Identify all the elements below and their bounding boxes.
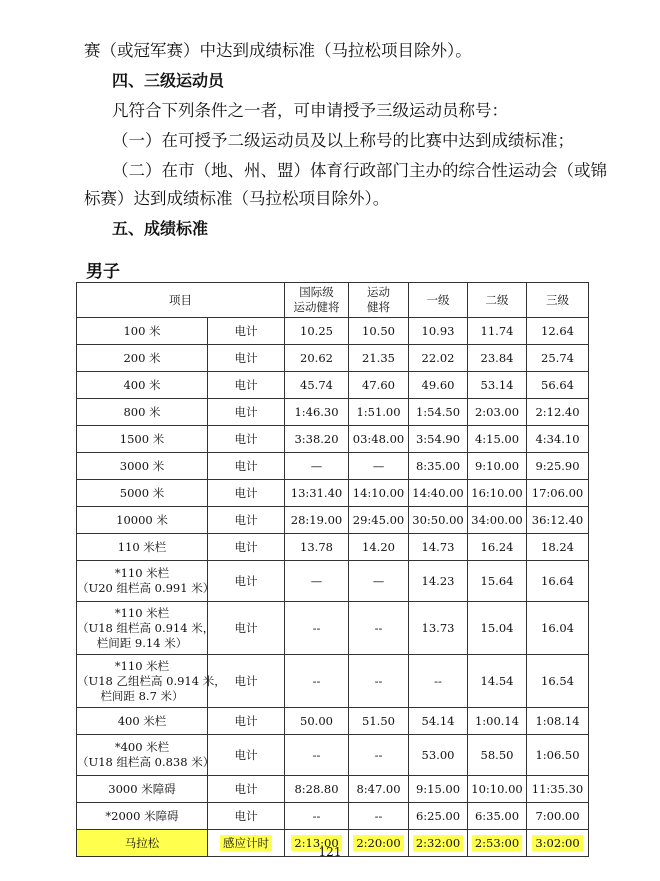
- event-cell: [77, 426, 208, 453]
- master-cell: 29:45.00: [349, 507, 409, 534]
- event-line: （U18 乙组栏高 0.914 米，: [77, 673, 226, 688]
- event-line: 栏间距 8.7 米）: [100, 688, 184, 703]
- highlighted-value: 2:53:00: [472, 835, 522, 851]
- table-row: [77, 318, 589, 345]
- third-cell: 4:34.10: [527, 426, 589, 453]
- master-cell: 1:51.00: [349, 399, 409, 426]
- header-event: 项目: [77, 283, 285, 318]
- event-cell: [77, 318, 208, 345]
- event-line: *110 米栏: [114, 658, 170, 673]
- second-cell: 9:10.00: [468, 453, 527, 480]
- first-cell: 6:25.00: [409, 803, 468, 830]
- timing-cell: 电计: [208, 507, 285, 534]
- event-line: *400 米栏: [114, 740, 170, 754]
- highlighted-value: 2:32:00: [413, 835, 463, 851]
- table-row: [77, 345, 589, 372]
- timing-cell: 电计: [208, 399, 285, 426]
- table-row: [77, 426, 589, 453]
- highlighted-value: 3:02:00: [532, 835, 582, 851]
- intl-cell: --: [285, 602, 349, 655]
- event-cell: [77, 399, 208, 426]
- intl-cell: --: [285, 735, 349, 776]
- master-cell: —: [349, 453, 409, 480]
- paragraph-criteria-2-line2: 标赛）达到成绩标准（马拉松项目除外）。: [84, 189, 390, 208]
- first-cell: 30:50.00: [409, 507, 468, 534]
- table-row: [77, 602, 589, 655]
- timing-cell: 电计: [208, 453, 285, 480]
- first-cell: 9:15.00: [409, 776, 468, 803]
- intl-cell: 1:46.30: [285, 399, 349, 426]
- second-cell: 11.74: [468, 318, 527, 345]
- highlighted-value: 感应计时: [220, 835, 272, 851]
- third-cell: 9:25.90: [527, 453, 589, 480]
- event-line: 5000 米: [119, 485, 165, 500]
- event-line: （U18 组栏高 0.838 米）: [77, 755, 215, 769]
- master-cell: 14:10.00: [349, 480, 409, 507]
- header-third-class: 三级: [527, 283, 589, 318]
- standards-table: [76, 282, 589, 857]
- master-cell: 47.60: [349, 372, 409, 399]
- event-cell: [77, 655, 226, 708]
- header-master: 运动 健将: [349, 283, 409, 318]
- third-cell: 16.04: [527, 602, 589, 655]
- first-cell: 14.23: [409, 561, 468, 602]
- intl-cell: —: [285, 561, 349, 602]
- highlighted-value: 2:13:00: [291, 835, 341, 851]
- header-international-master: 国际级 运动健将: [285, 283, 349, 318]
- timing-cell: 电计: [208, 776, 285, 803]
- event-line: *110 米栏: [114, 566, 170, 580]
- first-cell: 14:40.00: [409, 480, 468, 507]
- timing-cell: 电计: [208, 426, 285, 453]
- event-cell: [77, 507, 208, 534]
- event-line: 800 米: [123, 404, 161, 419]
- second-cell: 4:15.00: [468, 426, 527, 453]
- paragraph-criteria-2-line1: （二）在市（地、州、盟）体育行政部门主办的综合性运动会（或锦: [112, 161, 607, 180]
- table-title-men: 男子: [86, 262, 120, 282]
- first-cell: 8:35.00: [409, 453, 468, 480]
- second-cell: 34:00.00: [468, 507, 527, 534]
- event-cell: [77, 534, 208, 561]
- master-cell: 14.20: [349, 534, 409, 561]
- table-row: [77, 803, 589, 830]
- master-cell: 03:48.00: [349, 426, 409, 453]
- first-cell: 1:54.50: [409, 399, 468, 426]
- second-cell: 16:10.00: [468, 480, 527, 507]
- event-line: *2000 米障碍: [105, 808, 179, 823]
- header-first-class: 一级: [409, 283, 468, 318]
- event-line: 10000 米: [116, 512, 168, 527]
- table-row: [77, 561, 589, 602]
- intl-cell: 8:28.80: [285, 776, 349, 803]
- event-line: 3000 米: [119, 458, 165, 473]
- timing-cell: 电计: [208, 534, 285, 561]
- first-cell: 22.02: [409, 345, 468, 372]
- event-cell: [77, 735, 215, 776]
- intl-cell: --: [285, 803, 349, 830]
- master-cell: 51.50: [349, 708, 409, 735]
- event-cell: [77, 345, 208, 372]
- timing-cell: 电计: [208, 602, 285, 655]
- intl-cell: 13:31.40: [285, 480, 349, 507]
- third-cell: 18.24: [527, 534, 589, 561]
- event-line: （U18 组栏高 0.914 米，: [77, 620, 215, 635]
- first-cell: 49.60: [409, 372, 468, 399]
- third-cell: 25.74: [527, 345, 589, 372]
- event-cell: [77, 776, 208, 803]
- event-line: 200 米: [123, 350, 161, 365]
- timing-cell: 电计: [208, 345, 285, 372]
- intl-cell: 45.74: [285, 372, 349, 399]
- second-cell: 10:10.00: [468, 776, 527, 803]
- intl-cell: 13.78: [285, 534, 349, 561]
- table-row: [77, 735, 589, 776]
- event-cell: [77, 480, 208, 507]
- table-row: [77, 453, 589, 480]
- event-line: 110 米栏: [117, 539, 167, 554]
- table-row: [77, 399, 589, 426]
- table-header-row: [77, 283, 589, 318]
- master-cell: 10.50: [349, 318, 409, 345]
- intl-cell: —: [285, 453, 349, 480]
- event-cell: [77, 803, 208, 830]
- timing-cell: 电计: [208, 708, 285, 735]
- first-cell: --: [409, 655, 468, 708]
- table-row: [77, 708, 589, 735]
- third-cell: 7:00.00: [527, 803, 589, 830]
- intl-cell: 28:19.00: [285, 507, 349, 534]
- third-cell: 36:12.40: [527, 507, 589, 534]
- second-cell: 53.14: [468, 372, 527, 399]
- master-cell: 8:47.00: [349, 776, 409, 803]
- first-cell: 10.93: [409, 318, 468, 345]
- master-cell: --: [349, 602, 409, 655]
- first-cell: 14.73: [409, 534, 468, 561]
- event-line: 400 米: [123, 377, 161, 392]
- second-cell: 14.54: [468, 655, 527, 708]
- timing-cell: 电计: [208, 372, 285, 399]
- header-second-class: 二级: [468, 283, 527, 318]
- timing-cell: 电计: [208, 655, 285, 708]
- third-cell: 16.54: [527, 655, 589, 708]
- second-cell: 23.84: [468, 345, 527, 372]
- third-cell: 17:06.00: [527, 480, 589, 507]
- timing-cell: 电计: [208, 318, 285, 345]
- first-cell: 3:54.90: [409, 426, 468, 453]
- section-heading-level3: 四、三级运动员: [112, 71, 225, 90]
- table-row: [77, 372, 589, 399]
- timing-cell: 电计: [208, 803, 285, 830]
- first-cell: 53.00: [409, 735, 468, 776]
- intl-cell: 50.00: [285, 708, 349, 735]
- second-cell: 2:03.00: [468, 399, 527, 426]
- first-cell: 54.14: [409, 708, 468, 735]
- third-cell: 16.64: [527, 561, 589, 602]
- event-line: *110 米栏: [114, 605, 170, 620]
- intl-cell: --: [285, 655, 349, 708]
- event-line: 马拉松: [124, 835, 160, 850]
- intl-cell: 10.25: [285, 318, 349, 345]
- third-cell: 1:08.14: [527, 708, 589, 735]
- event-line: 400 米栏: [117, 713, 167, 728]
- first-cell: 13.73: [409, 602, 468, 655]
- paragraph-criteria-intro: 凡符合下列条件之一者，可申请授予三级运动员称号：: [112, 101, 508, 120]
- event-cell: [77, 372, 208, 399]
- second-cell: 16.24: [468, 534, 527, 561]
- event-cell: [77, 453, 208, 480]
- event-line: 3000 米障碍: [108, 781, 176, 796]
- highlighted-value: 2:20:00: [353, 835, 403, 851]
- second-cell: 58.50: [468, 735, 527, 776]
- event-cell: [77, 602, 215, 655]
- paragraph-continuation: 赛（或冠军赛）中达到成绩标准（马拉松项目除外）。: [84, 41, 472, 60]
- third-cell: 12.64: [527, 318, 589, 345]
- event-line: 100 米: [123, 323, 161, 338]
- second-cell: 15.04: [468, 602, 527, 655]
- second-cell: 6:35.00: [468, 803, 527, 830]
- event-line: （U20 组栏高 0.991 米）: [77, 581, 215, 595]
- table-row: [77, 480, 589, 507]
- third-cell: 56.64: [527, 372, 589, 399]
- master-cell: --: [349, 803, 409, 830]
- timing-cell: 电计: [208, 480, 285, 507]
- event-cell: [77, 561, 215, 602]
- timing-cell: 电计: [208, 561, 285, 602]
- intl-cell: 20.62: [285, 345, 349, 372]
- paragraph-criteria-1: （一）在可授予二级运动员及以上称号的比赛中达到成绩标准；: [112, 131, 574, 150]
- event-line: 栏间距 9.14 米）: [96, 635, 188, 650]
- third-cell: 11:35.30: [527, 776, 589, 803]
- second-cell: 15.64: [468, 561, 527, 602]
- master-cell: —: [349, 561, 409, 602]
- page-number: 121: [318, 845, 342, 859]
- master-cell: --: [349, 655, 409, 708]
- table-row: [77, 534, 589, 561]
- intl-cell: 3:38.20: [285, 426, 349, 453]
- timing-cell: 电计: [208, 735, 285, 776]
- table-row: [77, 776, 589, 803]
- third-cell: 1:06.50: [527, 735, 589, 776]
- table-row: [77, 507, 589, 534]
- section-heading-standards: 五、成绩标准: [112, 219, 209, 238]
- master-cell: 21.35: [349, 345, 409, 372]
- third-cell: 2:12.40: [527, 399, 589, 426]
- table-row: [77, 655, 589, 708]
- event-line: 1500 米: [119, 431, 165, 446]
- second-cell: 1:00.14: [468, 708, 527, 735]
- master-cell: --: [349, 735, 409, 776]
- event-cell: [77, 708, 208, 735]
